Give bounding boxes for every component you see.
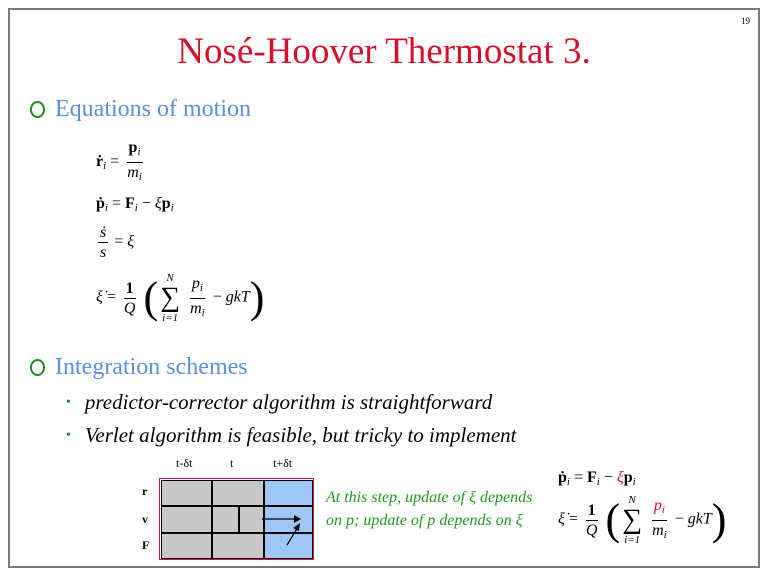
equation-s-dot: $\frac{\text{ṡ}}{s}$ = ξ [100,224,135,261]
dot-bullet-icon: • [66,395,71,410]
row-label-r: r [142,484,148,498]
column-label-t-minus: t-δt [176,456,193,470]
dot-bullet-icon: • [66,428,71,443]
sub-bullet-verlet [66,423,517,448]
equation-p-dot: ṗ$_i$ = $F_i - \xi p_i$ [96,195,174,214]
sub-bullet-text: predictor-corrector algorithm is straightforward [84,390,493,414]
time-step-grid [159,478,314,560]
bullet-label: Equations of motion [55,96,251,122]
equation-p-dot-right: ṗ$_i$ = $F_i - \xi p_i$ [558,469,636,488]
column-label-t-plus: t+δt [273,456,293,470]
sub-bullet-predictor [66,390,492,415]
equation-xi-dot: ξ̇ = $\frac{1}{Q}$ ( N ∑ i=1 $\frac{p_i}{m_i}$ − gkT) [96,272,265,324]
diagram-note: At this step, update of ξ depends on p; update of p depends on ξ [326,489,533,529]
equation-r-dot: ṙ$_i$ = $\frac{p_i}{m_i}$ [96,139,142,183]
ring-bullet-icon [30,359,45,376]
equation-xi-dot-right: ξ̇ = $\frac{1}{Q}$ ( N ∑ i=1 $\frac{p_i}{m_i}$ − gkT) [558,494,727,546]
update-arrows-icon [160,479,315,561]
row-label-v: v [142,512,148,526]
slide-title: Nosé-Hoover Thermostat 3. [177,31,591,72]
row-label-f: F [142,538,150,552]
page-number: 19 [741,16,750,26]
column-label-t: t [230,456,234,470]
bullet-label: Integration schemes [55,354,248,380]
bullet-integration [30,354,248,381]
ring-bullet-icon [30,101,45,118]
bullet-equations [30,96,251,123]
sub-bullet-text: Verlet algorithm is feasible, but tricky to implement [84,423,517,447]
